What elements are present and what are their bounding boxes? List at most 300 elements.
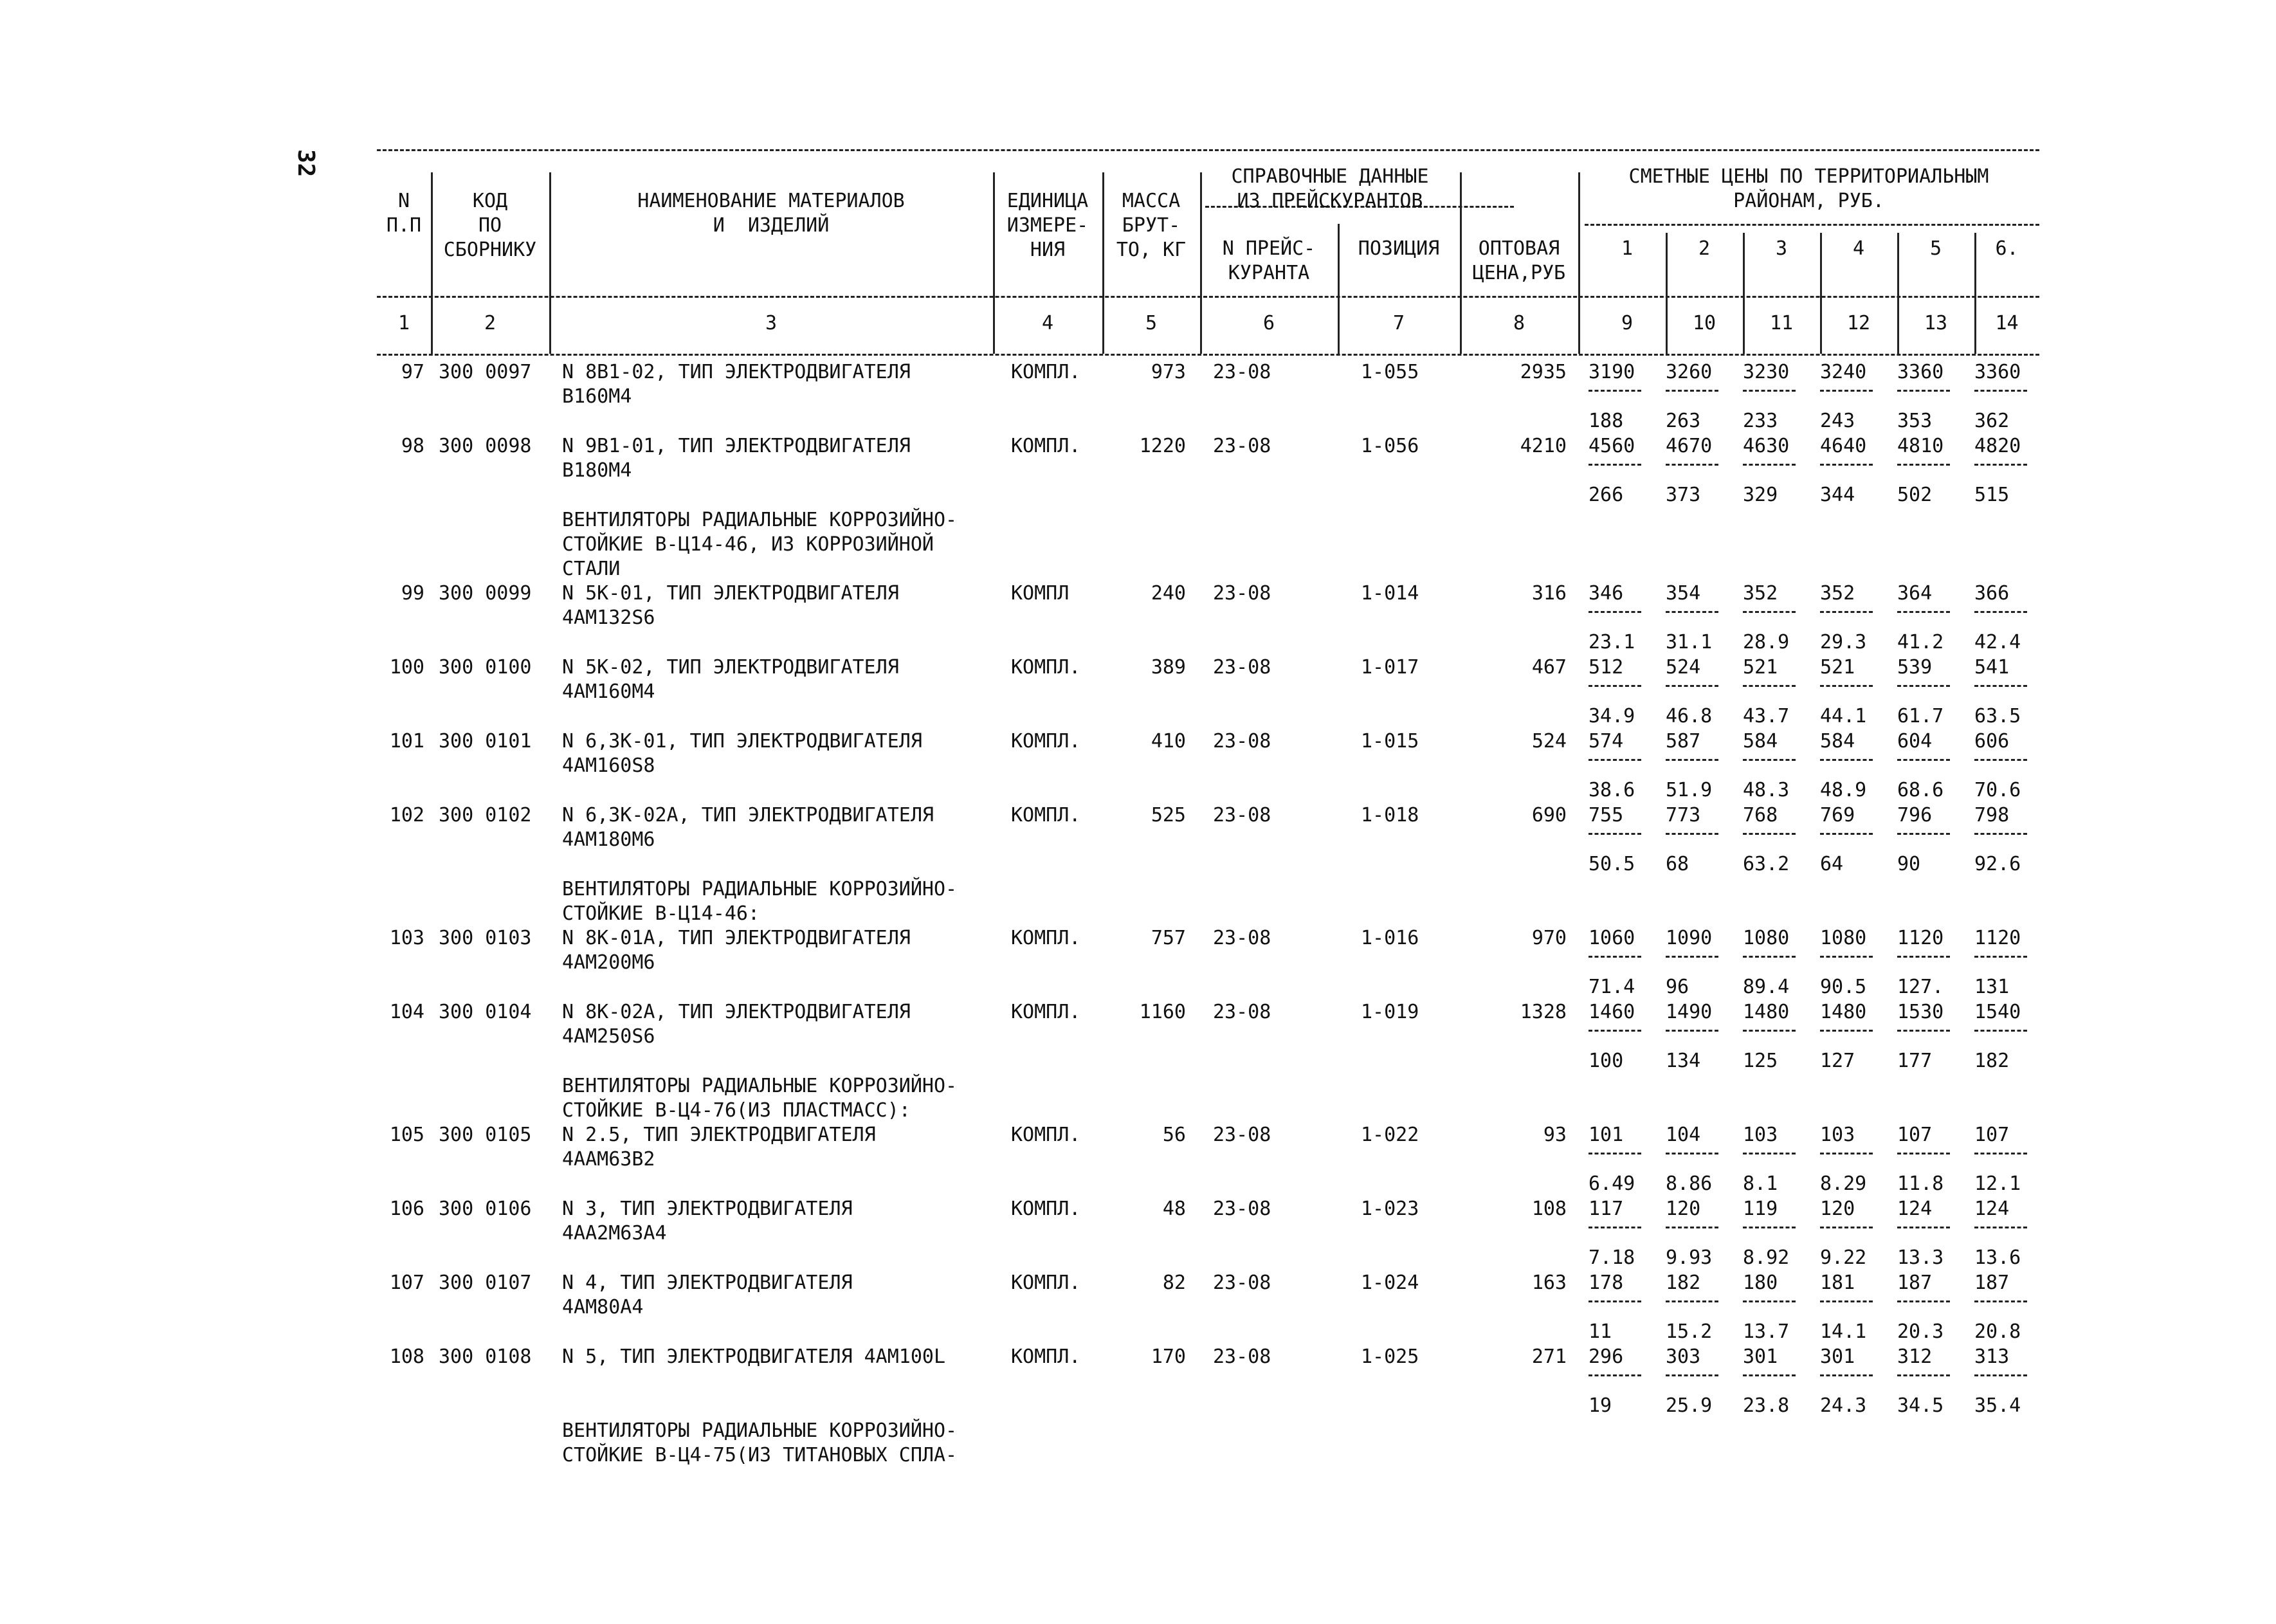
row-wholesale: 108 xyxy=(1531,1198,1567,1220)
region-price-sub: 8.1 xyxy=(1743,1172,1778,1195)
fraction-line xyxy=(1743,390,1796,392)
region-price-sub: 233 xyxy=(1743,410,1778,432)
row-mass: 170 xyxy=(1151,1346,1186,1368)
fraction-line xyxy=(1974,464,2027,466)
region-price-sub: 63.2 xyxy=(1743,853,1790,875)
region-price-sub: 353 xyxy=(1897,410,1933,432)
section-heading: ВЕНТИЛЯТОРЫ РАДИАЛЬНЫЕ КОРРОЗИЙНО- СТОЙКИЕ В-Ц4-75(ИЗ ТИТАНОВЫХ СПЛА- xyxy=(562,1419,958,1466)
hdr-region: 4 xyxy=(1852,237,1865,260)
region-price: 181 xyxy=(1820,1272,1855,1294)
row-name: N 8К-01А, ТИП ЭЛЕКТРОДВИГАТЕЛЯ 4АМ200М6 xyxy=(562,927,911,974)
fraction-line xyxy=(1589,464,1641,466)
region-price-sub: 90 xyxy=(1897,853,1921,875)
region-price-sub: 15.2 xyxy=(1666,1320,1713,1343)
fraction-line xyxy=(1589,833,1641,835)
fraction-line xyxy=(1743,759,1796,761)
region-price: 3230 xyxy=(1743,361,1790,383)
region-price-sub: 25.9 xyxy=(1666,1394,1713,1417)
row-wholesale: 93 xyxy=(1543,1124,1567,1146)
row-mass: 973 xyxy=(1151,361,1186,383)
fraction-line xyxy=(1743,1030,1796,1032)
region-price: 104 xyxy=(1666,1124,1701,1146)
row-name: N 5К-02, ТИП ЭЛЕКТРОДВИГАТЕЛЯ 4АМ160М4 xyxy=(562,656,899,703)
region-price: 187 xyxy=(1897,1272,1933,1294)
region-price: 755 xyxy=(1589,804,1624,826)
row-name: N 8К-02А, ТИП ЭЛЕКТРОДВИГАТЕЛЯ 4АМ250S6 xyxy=(562,1001,911,1048)
region-price-sub: 8.92 xyxy=(1743,1246,1790,1269)
hdr-mass: МАССА БРУТ- ТО, КГ xyxy=(1116,190,1187,261)
region-price-sub: 24.3 xyxy=(1820,1394,1867,1417)
col-number: 9 xyxy=(1621,312,1634,334)
row-number: 108 xyxy=(389,1346,424,1368)
region-price-sub: 12.1 xyxy=(1974,1172,2021,1195)
hdr-wholesale: ОПТОВАЯ ЦЕНА,РУБ xyxy=(1472,237,1566,284)
row-wholesale: 316 xyxy=(1531,582,1567,605)
region-price: 303 xyxy=(1666,1346,1701,1368)
col-number: 12 xyxy=(1846,312,1871,334)
region-price: 1090 xyxy=(1666,927,1713,949)
hdr-unit: ЕДИНИЦА ИЗМЕРЕ- НИЯ xyxy=(1006,190,1089,261)
table-row xyxy=(377,1345,2039,1419)
row-wholesale: 2935 xyxy=(1520,361,1567,383)
region-price-sub: 70.6 xyxy=(1974,779,2021,801)
hdr-position: ПОЗИЦИЯ xyxy=(1358,237,1440,260)
row-price-list: 23-08 xyxy=(1213,927,1271,949)
region-price: 796 xyxy=(1897,804,1933,826)
hdr-region: 2 xyxy=(1698,237,1711,260)
fraction-line xyxy=(1589,956,1641,958)
fraction-line xyxy=(1897,464,1950,466)
fraction-line xyxy=(1743,956,1796,958)
region-price: 606 xyxy=(1974,730,2010,753)
region-price-sub: 6.49 xyxy=(1589,1172,1635,1195)
fraction-line xyxy=(1743,685,1796,687)
region-price-sub: 100 xyxy=(1589,1050,1624,1072)
table-row xyxy=(377,1271,2039,1345)
fraction-line xyxy=(1897,759,1950,761)
region-price: 120 xyxy=(1820,1198,1855,1220)
region-price: 1080 xyxy=(1743,927,1790,949)
fraction-line xyxy=(1820,390,1873,392)
fraction-line xyxy=(1820,1227,1873,1228)
region-price: 312 xyxy=(1897,1346,1933,1368)
region-price: 521 xyxy=(1743,656,1778,679)
fraction-line xyxy=(1589,1030,1641,1032)
row-number: 99 xyxy=(401,582,424,605)
table-row xyxy=(377,581,2039,655)
region-price-sub: 13.3 xyxy=(1897,1246,1944,1269)
col-number: 8 xyxy=(1513,312,1525,334)
region-price-sub: 8.86 xyxy=(1666,1172,1713,1195)
region-price-sub: 515 xyxy=(1974,484,2010,506)
row-mass: 389 xyxy=(1151,656,1186,679)
row-position: 1-015 xyxy=(1361,730,1419,753)
fraction-line xyxy=(1897,833,1950,835)
row-price-list: 23-08 xyxy=(1213,435,1271,457)
row-code: 300 0100 xyxy=(439,656,532,679)
fraction-line xyxy=(1974,1300,2027,1302)
row-position: 1-019 xyxy=(1361,1001,1419,1023)
row-unit: КОМПЛ. xyxy=(1011,927,1081,949)
row-code: 300 0101 xyxy=(439,730,532,753)
region-price: 541 xyxy=(1974,656,2010,679)
region-price: 301 xyxy=(1820,1346,1855,1368)
row-name: N 4, ТИП ЭЛЕКТРОДВИГАТЕЛЯ 4АМ80А4 xyxy=(562,1272,853,1318)
fraction-line xyxy=(1974,1227,2027,1228)
row-number: 98 xyxy=(401,435,424,457)
region-price: 101 xyxy=(1589,1124,1624,1146)
region-price-sub: 125 xyxy=(1743,1050,1778,1072)
row-position: 1-056 xyxy=(1361,435,1419,457)
region-price-sub: 38.6 xyxy=(1589,779,1635,801)
region-price: 1490 xyxy=(1666,1001,1713,1023)
region-price: 103 xyxy=(1820,1124,1855,1146)
fraction-line xyxy=(1666,759,1718,761)
fraction-line xyxy=(1974,956,2027,958)
row-unit: КОМПЛ. xyxy=(1011,361,1081,383)
region-price: 1480 xyxy=(1743,1001,1790,1023)
fraction-line xyxy=(1897,1030,1950,1032)
header-sub-rule-prices xyxy=(1585,224,2039,226)
fraction-line xyxy=(1897,1374,1950,1376)
region-price-sub: 344 xyxy=(1820,484,1855,506)
region-price-sub: 127 xyxy=(1820,1050,1855,1072)
region-price-sub: 41.2 xyxy=(1897,631,1944,653)
col-number: 5 xyxy=(1145,312,1158,334)
fraction-line xyxy=(1666,1030,1718,1032)
region-price: 346 xyxy=(1589,582,1624,605)
region-price-sub: 9.22 xyxy=(1820,1246,1867,1269)
row-unit: КОМПЛ. xyxy=(1011,1124,1081,1146)
fraction-line xyxy=(1589,1227,1641,1228)
region-price-sub: 35.4 xyxy=(1974,1394,2021,1417)
region-price-sub: 92.6 xyxy=(1974,853,2021,875)
col-number: 10 xyxy=(1692,312,1716,334)
row-position: 1-023 xyxy=(1361,1198,1419,1220)
header-top-rule xyxy=(377,149,2039,151)
fraction-line xyxy=(1820,1030,1873,1032)
region-price: 587 xyxy=(1666,730,1701,753)
hdr-prices: СМЕТНЫЕ ЦЕНЫ ПО ТЕРРИТОРИАЛЬНЫМ РАЙОНАМ, РУБ. xyxy=(1628,165,1989,212)
region-price: 1460 xyxy=(1589,1001,1635,1023)
hdr-name: НАИМЕНОВАНИЕ МАТЕРИАЛОВ И ИЗДЕЛИЙ xyxy=(637,190,905,237)
region-price-sub: 48.9 xyxy=(1820,779,1867,801)
region-price-sub: 89.4 xyxy=(1743,976,1790,998)
row-unit: КОМПЛ. xyxy=(1011,1198,1081,1220)
fraction-line xyxy=(1974,390,2027,392)
region-price: 1120 xyxy=(1897,927,1944,949)
row-number: 107 xyxy=(389,1272,424,1294)
row-number: 102 xyxy=(389,804,424,826)
section-heading: ВЕНТИЛЯТОРЫ РАДИАЛЬНЫЕ КОРРОЗИЙНО- СТОЙКИЕ В-Ц4-76(ИЗ ПЛАСТМАСС): xyxy=(562,1075,958,1122)
region-price: 180 xyxy=(1743,1272,1778,1294)
row-position: 1-022 xyxy=(1361,1124,1419,1146)
row-mass: 410 xyxy=(1151,730,1186,753)
row-number: 103 xyxy=(389,927,424,949)
row-name: N 6,3К-01, ТИП ЭЛЕКТРОДВИГАТЕЛЯ 4АМ160S8 xyxy=(562,730,922,777)
region-price: 103 xyxy=(1743,1124,1778,1146)
region-price-sub: 34.9 xyxy=(1589,705,1635,727)
row-code: 300 0098 xyxy=(439,435,532,457)
row-code: 300 0108 xyxy=(439,1346,532,1368)
region-price: 124 xyxy=(1974,1198,2010,1220)
table-row xyxy=(377,1197,2039,1271)
hdr-region: 1 xyxy=(1621,237,1634,260)
row-mass: 757 xyxy=(1151,927,1186,949)
region-price-sub: 127. xyxy=(1897,976,1944,998)
row-code: 300 0099 xyxy=(439,582,532,605)
region-price: 1120 xyxy=(1974,927,2021,949)
fraction-line xyxy=(1897,1227,1950,1228)
region-price: 521 xyxy=(1820,656,1855,679)
region-price: 187 xyxy=(1974,1272,2010,1294)
fraction-line xyxy=(1666,1300,1718,1302)
row-number: 97 xyxy=(401,361,424,383)
row-wholesale: 4210 xyxy=(1520,435,1567,457)
fraction-line xyxy=(1897,1153,1950,1154)
row-position: 1-018 xyxy=(1361,804,1419,826)
row-wholesale: 690 xyxy=(1531,804,1567,826)
region-price-sub: 14.1 xyxy=(1820,1320,1867,1343)
fraction-line xyxy=(1666,1227,1718,1228)
row-code: 300 0104 xyxy=(439,1001,532,1023)
row-price-list: 23-08 xyxy=(1213,1272,1271,1294)
fraction-line xyxy=(1743,833,1796,835)
fraction-line xyxy=(1743,1153,1796,1154)
row-price-list: 23-08 xyxy=(1213,1346,1271,1368)
row-number: 105 xyxy=(389,1124,424,1146)
row-unit: КОМПЛ. xyxy=(1011,1001,1081,1023)
row-code: 300 0105 xyxy=(439,1124,532,1146)
fraction-line xyxy=(1897,390,1950,392)
col-number: 11 xyxy=(1769,312,1794,334)
region-price: 604 xyxy=(1897,730,1933,753)
fraction-line xyxy=(1820,464,1873,466)
region-price-sub: 31.1 xyxy=(1666,631,1713,653)
region-price: 119 xyxy=(1743,1198,1778,1220)
region-price-sub: 13.6 xyxy=(1974,1246,2021,1269)
fraction-line xyxy=(1589,1374,1641,1376)
fraction-line xyxy=(1820,685,1873,687)
row-mass: 1220 xyxy=(1139,435,1186,457)
row-position: 1-055 xyxy=(1361,361,1419,383)
region-price-sub: 8.29 xyxy=(1820,1172,1867,1195)
region-price: 366 xyxy=(1974,582,2010,605)
row-unit: КОМПЛ xyxy=(1011,582,1070,605)
row-position: 1-024 xyxy=(1361,1272,1419,1294)
fraction-line xyxy=(1743,611,1796,613)
fraction-line xyxy=(1666,464,1718,466)
hdr-code: КОД ПО СБОРНИКУ xyxy=(443,190,537,261)
fraction-line xyxy=(1666,956,1718,958)
region-price-sub: 20.3 xyxy=(1897,1320,1944,1343)
fraction-line xyxy=(1974,1374,2027,1376)
row-mass: 240 xyxy=(1151,582,1186,605)
region-price: 178 xyxy=(1589,1272,1624,1294)
row-code: 300 0107 xyxy=(439,1272,532,1294)
row-wholesale: 524 xyxy=(1531,730,1567,753)
region-price: 4560 xyxy=(1589,435,1635,457)
row-price-list: 23-08 xyxy=(1213,361,1271,383)
fraction-line xyxy=(1974,833,2027,835)
col-number: 3 xyxy=(765,312,778,334)
fraction-line xyxy=(1974,1030,2027,1032)
fraction-line xyxy=(1897,1300,1950,1302)
region-price: 3240 xyxy=(1820,361,1867,383)
row-name: N 5, ТИП ЭЛЕКТРОДВИГАТЕЛЯ 4АМ100L xyxy=(562,1346,946,1368)
region-price: 107 xyxy=(1897,1124,1933,1146)
region-price: 182 xyxy=(1666,1272,1701,1294)
header-bottom-rule xyxy=(377,354,2039,356)
row-code: 300 0102 xyxy=(439,804,532,826)
fraction-line xyxy=(1589,759,1641,761)
col-number: 4 xyxy=(1041,312,1054,334)
region-price-sub: 28.9 xyxy=(1743,631,1790,653)
fraction-line xyxy=(1589,1153,1641,1154)
region-price-sub: 11 xyxy=(1589,1320,1612,1343)
fraction-line xyxy=(1974,1153,2027,1154)
region-price: 524 xyxy=(1666,656,1701,679)
region-price: 3360 xyxy=(1974,361,2021,383)
region-price-sub: 64 xyxy=(1820,853,1844,875)
region-price-sub: 9.93 xyxy=(1666,1246,1713,1269)
region-price-sub: 34.5 xyxy=(1897,1394,1944,1417)
region-price: 773 xyxy=(1666,804,1701,826)
row-number: 104 xyxy=(389,1001,424,1023)
row-price-list: 23-08 xyxy=(1213,656,1271,679)
region-price: 4820 xyxy=(1974,435,2021,457)
header-mid-rule xyxy=(377,296,2039,298)
table-row xyxy=(377,434,2039,508)
region-price: 364 xyxy=(1897,582,1933,605)
region-price-sub: 44.1 xyxy=(1820,705,1867,727)
fraction-line xyxy=(1974,759,2027,761)
fraction-line xyxy=(1589,685,1641,687)
region-price-sub: 263 xyxy=(1666,410,1701,432)
row-wholesale: 970 xyxy=(1531,927,1567,949)
row-name: N 9В1-01, ТИП ЭЛЕКТРОДВИГАТЕЛЯ В180М4 xyxy=(562,435,911,482)
row-unit: КОМПЛ. xyxy=(1011,1272,1081,1294)
table-row xyxy=(377,1123,2039,1197)
row-price-list: 23-08 xyxy=(1213,1198,1271,1220)
region-price: 4810 xyxy=(1897,435,1944,457)
fraction-line xyxy=(1666,1153,1718,1154)
row-number: 101 xyxy=(389,730,424,753)
row-unit: КОМПЛ. xyxy=(1011,730,1081,753)
region-price: 354 xyxy=(1666,582,1701,605)
row-name: N 6,3К-02А, ТИП ЭЛЕКТРОДВИГАТЕЛЯ 4АМ180М6 xyxy=(562,804,934,851)
fraction-line xyxy=(1974,685,2027,687)
region-price: 3260 xyxy=(1666,361,1713,383)
row-code: 300 0106 xyxy=(439,1198,532,1220)
table-row xyxy=(377,360,2039,434)
fraction-line xyxy=(1666,1374,1718,1376)
fraction-line xyxy=(1589,1300,1641,1302)
row-number: 100 xyxy=(389,656,424,679)
region-price-sub: 29.3 xyxy=(1820,631,1867,653)
col-number: 6 xyxy=(1262,312,1275,334)
hdr-region: 3 xyxy=(1775,237,1788,260)
table-header xyxy=(377,149,2039,356)
region-price-sub: 42.4 xyxy=(1974,631,2021,653)
region-price: 4630 xyxy=(1743,435,1790,457)
region-price: 352 xyxy=(1820,582,1855,605)
row-price-list: 23-08 xyxy=(1213,804,1271,826)
region-price: 296 xyxy=(1589,1346,1624,1368)
region-price-sub: 51.9 xyxy=(1666,779,1713,801)
fraction-line xyxy=(1820,611,1873,613)
col-number: 14 xyxy=(1995,312,2019,334)
hdr-region: 6. xyxy=(1995,237,2019,260)
fraction-line xyxy=(1897,685,1950,687)
row-unit: КОМПЛ. xyxy=(1011,1346,1081,1368)
region-price: 1540 xyxy=(1974,1001,2021,1023)
row-wholesale: 163 xyxy=(1531,1272,1567,1294)
fraction-line xyxy=(1743,1300,1796,1302)
region-price: 117 xyxy=(1589,1198,1624,1220)
region-price-sub: 43.7 xyxy=(1743,705,1790,727)
row-mass: 48 xyxy=(1162,1198,1186,1220)
table-row xyxy=(377,729,2039,803)
region-price-sub: 11.8 xyxy=(1897,1172,1944,1195)
region-price-sub: 266 xyxy=(1589,484,1624,506)
region-price-sub: 71.4 xyxy=(1589,976,1635,998)
row-mass: 525 xyxy=(1151,804,1186,826)
region-price: 301 xyxy=(1743,1346,1778,1368)
row-wholesale: 271 xyxy=(1531,1346,1567,1368)
region-price: 539 xyxy=(1897,656,1933,679)
region-price: 574 xyxy=(1589,730,1624,753)
region-price: 512 xyxy=(1589,656,1624,679)
fraction-line xyxy=(1666,833,1718,835)
col-number: 2 xyxy=(484,312,496,334)
col-number: 13 xyxy=(1924,312,1948,334)
region-price-sub: 23.8 xyxy=(1743,1394,1790,1417)
hdr-region: 5 xyxy=(1929,237,1942,260)
region-price-sub: 182 xyxy=(1974,1050,2010,1072)
region-price: 584 xyxy=(1820,730,1855,753)
row-price-list: 23-08 xyxy=(1213,730,1271,753)
region-price-sub: 177 xyxy=(1897,1050,1933,1072)
row-code: 300 0097 xyxy=(439,361,532,383)
row-position: 1-014 xyxy=(1361,582,1419,605)
row-mass: 82 xyxy=(1162,1272,1186,1294)
region-price: 1060 xyxy=(1589,927,1635,949)
fraction-line xyxy=(1974,611,2027,613)
row-unit: КОМПЛ. xyxy=(1011,435,1081,457)
region-price-sub: 329 xyxy=(1743,484,1778,506)
region-price: 3360 xyxy=(1897,361,1944,383)
region-price-sub: 19 xyxy=(1589,1394,1612,1417)
region-price-sub: 90.5 xyxy=(1820,976,1867,998)
row-position: 1-017 xyxy=(1361,656,1419,679)
row-name: N 3, ТИП ЭЛЕКТРОДВИГАТЕЛЯ 4АА2М63А4 xyxy=(562,1198,853,1245)
page-number: 32 xyxy=(293,149,319,178)
hdr-num: N П.П xyxy=(386,190,422,237)
row-position: 1-025 xyxy=(1361,1346,1419,1368)
row-wholesale: 1328 xyxy=(1520,1001,1567,1023)
row-mass: 1160 xyxy=(1139,1001,1186,1023)
col-number: 7 xyxy=(1392,312,1405,334)
fraction-line xyxy=(1666,685,1718,687)
fraction-line xyxy=(1589,611,1641,613)
row-price-list: 23-08 xyxy=(1213,1124,1271,1146)
fraction-line xyxy=(1743,1227,1796,1228)
fraction-line xyxy=(1589,390,1641,392)
row-unit: КОМПЛ. xyxy=(1011,656,1081,679)
region-price-sub: 13.7 xyxy=(1743,1320,1790,1343)
fraction-line xyxy=(1897,611,1950,613)
